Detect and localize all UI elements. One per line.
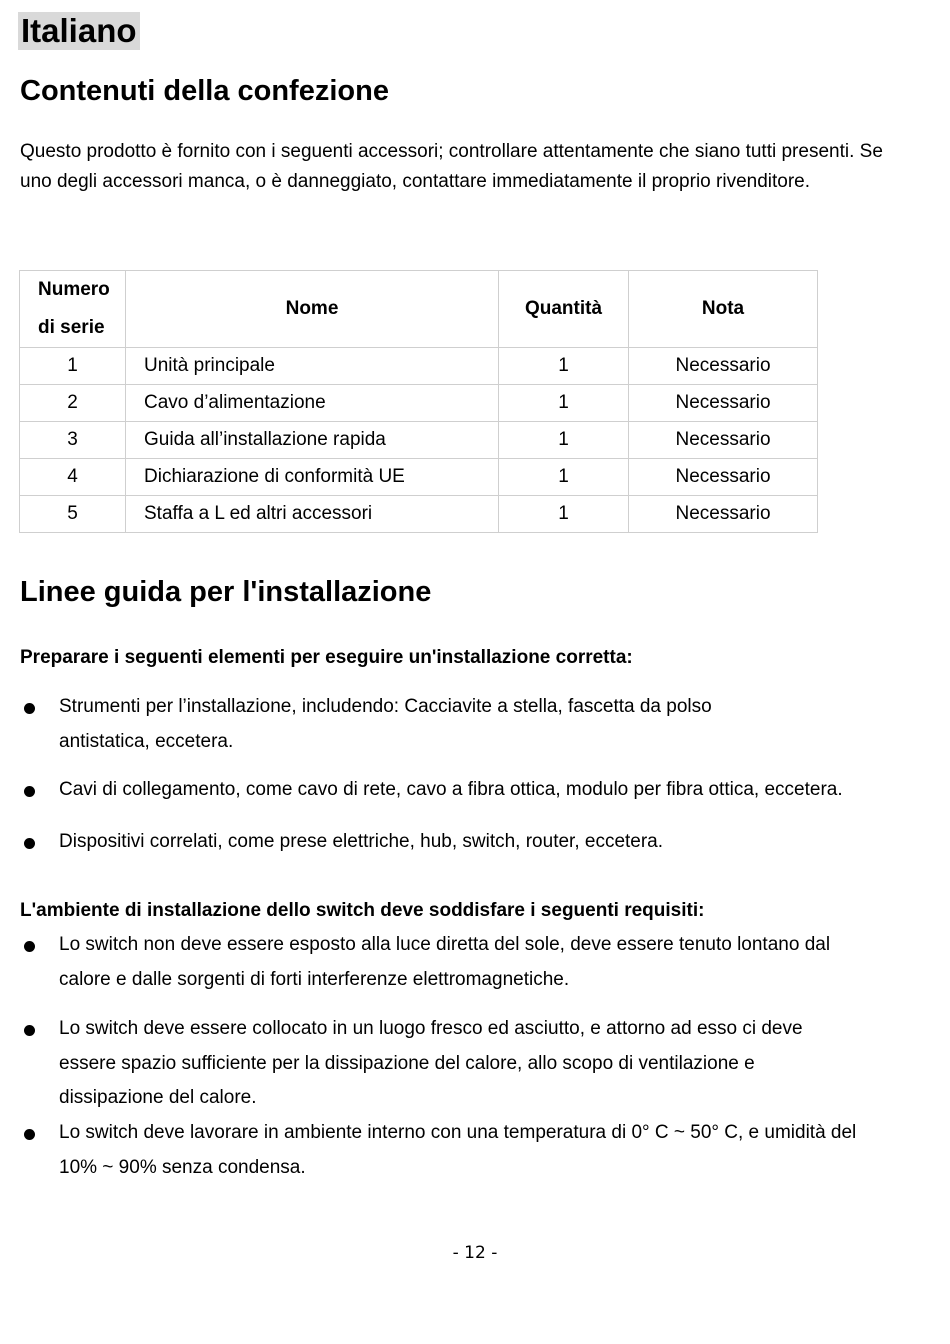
list-item (20, 1116, 880, 1185)
contents-title: Contenuti della confezione (20, 75, 389, 107)
table-row (20, 422, 818, 459)
cell-note: Necessario (629, 348, 818, 385)
cell-serial: 2 (20, 385, 126, 422)
cell-name: Unità principale (126, 348, 499, 385)
cell-serial: 4 (20, 459, 126, 496)
list-item-text: Lo switch non deve essere esposto alla luce diretta del sole, deve essere tenuto lontano dal calore e dalle sorgenti di forti interferenze elettromagnetiche. (59, 934, 831, 990)
bullet-icon (24, 838, 35, 849)
contents-intro: Questo prodotto è fornito con i seguenti accessori; controllare attentamente che siano tutti presenti. Se uno degli accessori manca, o è danneggiato, contattare immediatamente il proprio rivenditore. (20, 141, 883, 192)
page-number: - 12 - (452, 1243, 498, 1263)
cell-quantity: 1 (499, 496, 629, 533)
header-name: Nome (126, 271, 499, 348)
bullet-icon (24, 703, 35, 714)
cell-serial: 1 (20, 348, 126, 385)
list-item-text: Strumenti per l’installazione, includendo: Cacciavite a stella, fascetta da polso antistatica, eccetera. (59, 696, 712, 752)
list-item (20, 690, 880, 759)
header-quantity: Quantità (499, 271, 629, 348)
cell-name: Staffa a L ed altri accessori (126, 496, 499, 533)
table-row (20, 385, 818, 422)
header-note: Nota (629, 271, 818, 348)
cell-note: Necessario (629, 496, 818, 533)
cell-quantity: 1 (499, 422, 629, 459)
bullet-icon (24, 1129, 35, 1140)
cell-serial: 5 (20, 496, 126, 533)
cell-quantity: 1 (499, 459, 629, 496)
list-item-text: Lo switch deve essere collocato in un luogo fresco ed asciutto, e attorno ad esso ci deve essere spazio sufficiente per la dissipazione del calore, allo scopo di ventilazione e dissipazione del calore. (59, 1018, 803, 1108)
list-item-text: Cavi di collegamento, come cavo di rete, cavo a fibra ottica, modulo per fibra ottica, eccetera. (59, 779, 843, 800)
list-item (20, 825, 880, 860)
table-header-row (20, 271, 818, 348)
bullet-icon (24, 1025, 35, 1036)
cell-note: Necessario (629, 422, 818, 459)
list-item (20, 773, 880, 808)
environment-heading: L'ambiente di installazione dello switch deve soddisfare i seguenti requisiti: (20, 900, 705, 921)
cell-name: Cavo d’alimentazione (126, 385, 499, 422)
cell-name: Dichiarazione di conformità UE (126, 459, 499, 496)
installation-title: Linee guida per l'installazione (20, 576, 432, 608)
header-serial-number: Numero di serie (20, 271, 126, 348)
language-label: Italiano (18, 12, 140, 50)
list-item (20, 1012, 880, 1116)
list-item-text: Lo switch deve lavorare in ambiente interno con una temperatura di 0° C ~ 50° C, e umidità del 10% ~ 90% senza condensa. (59, 1122, 857, 1178)
cell-quantity: 1 (499, 348, 629, 385)
contents-table (19, 270, 818, 533)
table-row (20, 459, 818, 496)
table-row (20, 348, 818, 385)
cell-note: Necessario (629, 459, 818, 496)
list-item (20, 928, 880, 997)
list-item-text: Dispositivi correlati, come prese elettriche, hub, switch, router, eccetera. (59, 831, 664, 852)
cell-name: Guida all’installazione rapida (126, 422, 499, 459)
bullet-icon (24, 941, 35, 952)
bullet-icon (24, 786, 35, 797)
cell-quantity: 1 (499, 385, 629, 422)
prepare-heading: Preparare i seguenti elementi per eseguire un'installazione corretta: (20, 647, 633, 668)
cell-note: Necessario (629, 385, 818, 422)
cell-serial: 3 (20, 422, 126, 459)
table-row (20, 496, 818, 533)
